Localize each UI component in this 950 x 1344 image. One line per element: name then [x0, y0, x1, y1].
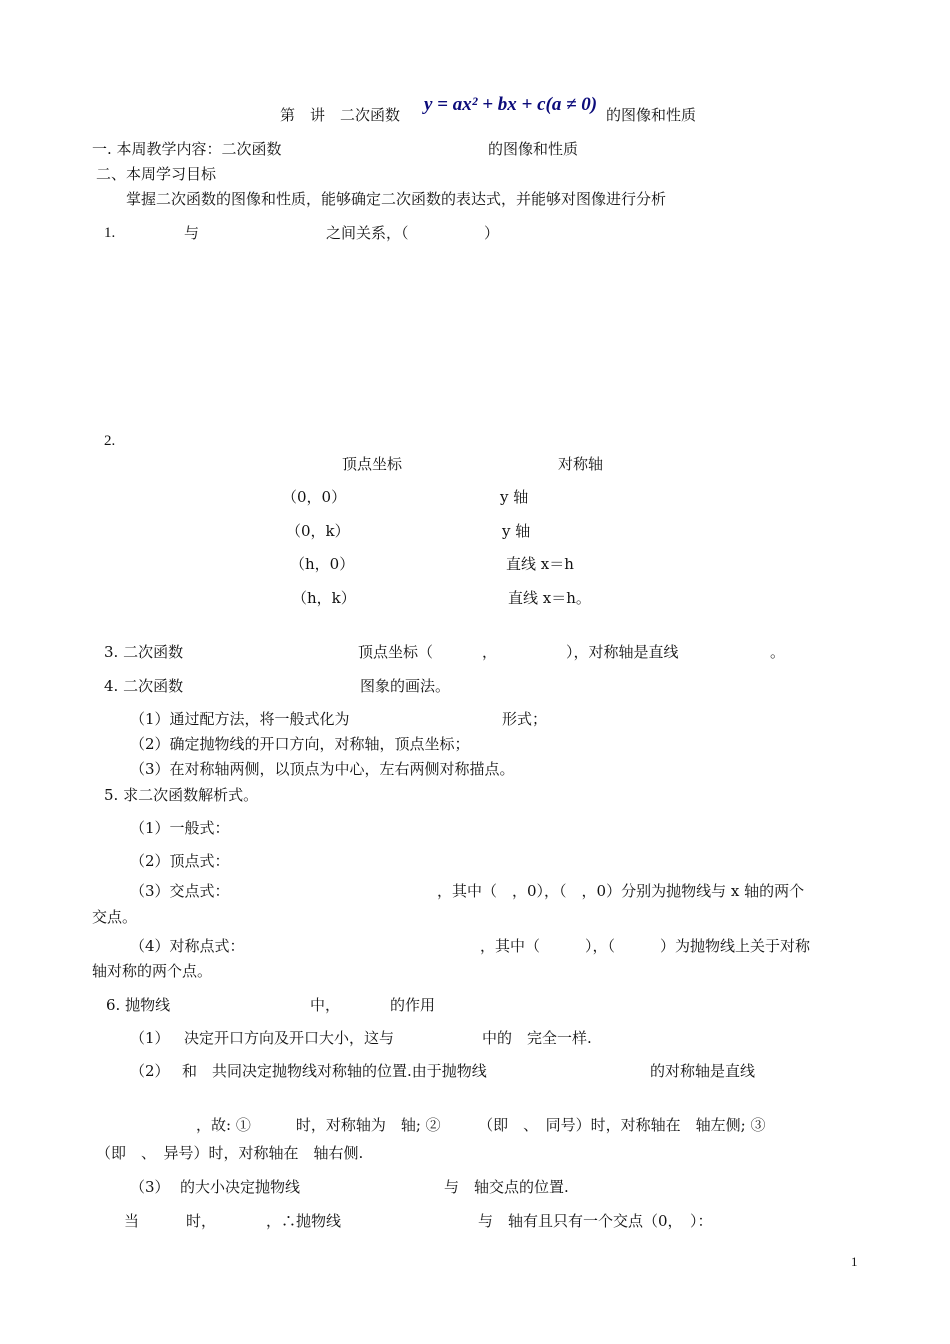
- title-prefix: 第 讲 二次函数: [280, 106, 401, 124]
- item4-method: 图象的画法。: [360, 677, 451, 695]
- item4-step3: （3）在对称轴两侧，以顶点为中心，左右两侧对称描点。: [130, 760, 515, 778]
- item6-line1-num: （1）: [130, 1029, 170, 1047]
- item5-vertex-form: （2）顶点式：: [130, 852, 230, 870]
- item6-line4-tail: 与 轴有且只有一个交点（0， ）：: [478, 1212, 713, 1230]
- section-one-label: 一. 本周教学内容：二次函数: [92, 140, 282, 158]
- item6-line2-cases: ，故: ① 时，对称轴为 轴; ② （即 、 同号）时，对称轴在 轴左侧; ③: [196, 1116, 766, 1134]
- item6-line2-case3: （即 、 异号）时，对称轴在 轴右侧.: [96, 1144, 364, 1162]
- item3-end: 。: [770, 643, 786, 661]
- item4-step1: （1）通过配方法，将一般式化为: [130, 710, 350, 728]
- item3-vertex: 顶点坐标（: [358, 643, 434, 661]
- item4-step1-tail: 形式；: [502, 710, 548, 728]
- item1-number: 1.: [104, 225, 116, 241]
- item6-line2-text: 和 共同决定抛物线对称轴的位置.由于抛物线: [182, 1062, 487, 1080]
- item2-row3-axis: 直线 x＝h: [506, 555, 574, 573]
- item5-general-form: （1）一般式：: [130, 819, 230, 837]
- item5-symmetric-cont: 轴对称的两个点。: [92, 962, 213, 980]
- item2-row3-vertex: （h，0）: [290, 555, 355, 573]
- item2-header-axis: 对称轴: [558, 455, 604, 473]
- item3-axis: ），对称轴是直线: [566, 643, 679, 661]
- item6-line2-num: （2）: [130, 1062, 170, 1080]
- item6-tail: 的作用: [390, 996, 436, 1014]
- item6-line3-num: （3）: [130, 1178, 170, 1196]
- item2-row4-axis: 直线 x＝h。: [508, 589, 591, 607]
- item5-symmetric-form: （4）对称点式：: [130, 937, 245, 955]
- item5-intercept-desc: ，其中（ ，0），（ ，0）分别为抛物线与 x 轴的两个: [437, 882, 805, 900]
- item2-row1-vertex: （0，0）: [282, 488, 347, 506]
- item6-line1-tail: 中的 完全一样.: [482, 1029, 592, 1047]
- item6-label: 6. 抛物线: [106, 996, 171, 1014]
- item5-label: 5. 求二次函数解析式。: [104, 786, 259, 804]
- item3-label: 3. 二次函数: [104, 643, 184, 661]
- item6-line3-tail: 与 轴交点的位置.: [444, 1178, 569, 1196]
- title-suffix: 的图像和性质: [606, 106, 697, 124]
- item6-line4-when: 当: [124, 1212, 140, 1230]
- item6-line4-time: 时，: [186, 1212, 217, 1230]
- item5-intercept-form: （3）交点式：: [130, 882, 230, 900]
- item4-label: 4. 二次函数: [104, 677, 184, 695]
- item2-row4-vertex: （h，k）: [292, 589, 356, 607]
- item2-header-vertex: 顶点坐标: [342, 455, 403, 473]
- item6-line1-text: 决定开口方向及开口大小，这与: [184, 1029, 395, 1047]
- title-formula: y = ax² + bx + c(a ≠ 0): [424, 94, 598, 115]
- item5-intercept-cont: 交点。: [92, 908, 138, 926]
- item6-line3-text: 的大小决定抛物线: [180, 1178, 301, 1196]
- section-two-goal: 掌握二次函数的图像和性质，能够确定二次函数的表达式，并能够对图像进行分析: [126, 190, 667, 208]
- section-two-label: 二、本周学习目标: [96, 165, 217, 183]
- item2-number: 2.: [104, 433, 116, 449]
- section-one-tail: 的图像和性质: [488, 140, 579, 158]
- item1-and: 与: [184, 224, 200, 242]
- item3-comma: ，: [482, 643, 498, 661]
- item1-relation: 之间关系，（: [326, 224, 409, 242]
- item2-row1-axis: y 轴: [500, 488, 529, 506]
- item2-row2-vertex: （0，k）: [286, 522, 350, 540]
- item5-symmetric-desc: ，其中（ ），（ ）为抛物线上关于对称: [480, 937, 811, 955]
- item1-close: ）: [484, 224, 500, 242]
- item6-line4-therefore: ，∴抛物线: [266, 1212, 342, 1230]
- item2-row2-axis: y 轴: [502, 522, 531, 540]
- page-number: 1: [851, 1254, 858, 1269]
- item6-mid: 中，: [310, 996, 341, 1014]
- item4-step2: （2）确定抛物线的开口方向，对称轴，顶点坐标；: [130, 735, 470, 753]
- item6-line2-tail: 的对称轴是直线: [650, 1062, 756, 1080]
